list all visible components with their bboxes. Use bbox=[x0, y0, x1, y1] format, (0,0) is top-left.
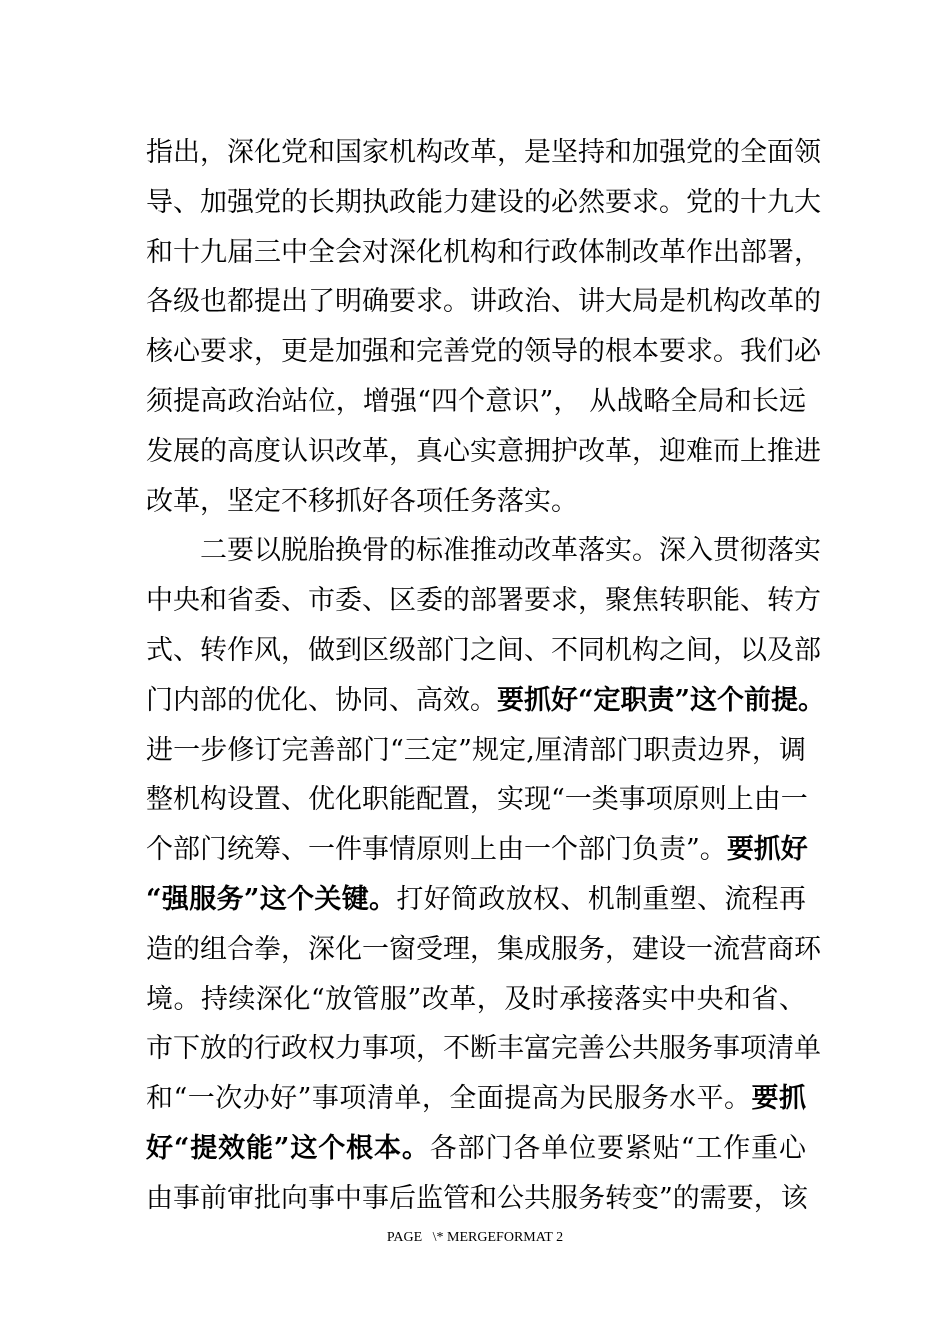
text-segment: 式、转作风，做到区级部门之间、不同机构之间，以及部 bbox=[146, 635, 821, 666]
text-line bbox=[146, 726, 806, 776]
text-segment: 和十九届三中全会对深化机构和行政体制改革作出部署， bbox=[146, 236, 821, 268]
text-segment: 和“一次办好”事项清单，全面提高为民服务水平。 bbox=[146, 1083, 752, 1115]
text-line bbox=[146, 1124, 806, 1174]
text-line bbox=[146, 1174, 806, 1224]
text-segment: 个部门统筹、一件事情原则上由一个部门负责”。 bbox=[146, 834, 727, 866]
text-line bbox=[146, 626, 821, 676]
text-line bbox=[146, 975, 806, 1025]
text-line bbox=[146, 128, 821, 178]
text-line bbox=[146, 327, 821, 377]
text-line bbox=[146, 576, 821, 626]
text-line bbox=[200, 526, 821, 576]
text-line bbox=[146, 676, 826, 726]
bold-text-segment: “强服务”这个关键。 bbox=[146, 884, 397, 915]
text-segment: 改革，坚定不移抓好各项任务落实。 bbox=[146, 485, 578, 517]
text-segment: 指出，深化党和国家机构改革，是坚持和加强党的全面领 bbox=[146, 137, 821, 168]
text-segment: 门内部的优化、协同、高效。 bbox=[146, 684, 497, 716]
text-line bbox=[146, 178, 821, 228]
bold-text-segment: 要抓好“定职责”这个前提。 bbox=[497, 684, 826, 716]
text-line bbox=[146, 775, 806, 825]
text-line bbox=[146, 1074, 806, 1124]
text-segment: 进一步修订完善部门“三定”规定,厘清部门职责边界，调 bbox=[146, 734, 806, 766]
bold-text-segment: 要抓 bbox=[751, 1083, 807, 1115]
text-line bbox=[146, 277, 821, 327]
text-segment: 各级也都提出了明确要求。讲政治、讲大局是机构改革的 bbox=[146, 286, 821, 318]
bold-text-segment: 好“提效能”这个根本。 bbox=[146, 1133, 430, 1164]
text-segment: 核心要求，更是加强和完善党的领导的根本要求。我们必 bbox=[146, 336, 821, 368]
text-line bbox=[146, 925, 821, 975]
text-segment: 境。持续深化“放管服”改革，及时承接落实中央和省、 bbox=[146, 983, 806, 1015]
text-segment: 市下放的行政权力事项，不断丰富完善公共服务事项清单 bbox=[146, 1033, 821, 1065]
text-segment: 由事前审批向事中事后监管和公共服务转变”的需要，该 bbox=[146, 1182, 808, 1214]
text-segment: 须提高政治站位，增强“四个意识”， 从战略全局和长远 bbox=[146, 386, 806, 417]
text-segment: 打好简政放权、机制重塑、流程再 bbox=[396, 884, 807, 915]
text-segment: 中央和省委、市委、区委的部署要求，聚焦转职能、转方 bbox=[146, 585, 821, 617]
text-segment: 发展的高度认识改革，真心实意拥护改革，迎难而上推进 bbox=[146, 435, 821, 467]
text-segment: 造的组合拳，深化一窗受理，集成服务，建设一流营商环 bbox=[146, 933, 821, 965]
text-line bbox=[146, 427, 821, 477]
page-footer: PAGE \* MERGEFORMAT 2 bbox=[386, 1230, 564, 1245]
text-line bbox=[146, 825, 806, 875]
text-segment: 导、加强党的长期执政能力建设的必然要求。党的十九大 bbox=[146, 186, 821, 218]
text-line bbox=[146, 875, 806, 925]
text-line bbox=[146, 228, 821, 278]
text-line bbox=[146, 1024, 821, 1074]
text-segment: 整机构设置、优化职能配置，实现“一类事项原则上由一 bbox=[146, 784, 808, 816]
text-segment: 各部门各单位要紧贴“工作重心 bbox=[429, 1133, 806, 1164]
text-segment: 二要以脱胎换骨的标准推动改革落实。深入贯彻落实 bbox=[200, 535, 821, 567]
text-line bbox=[146, 377, 806, 427]
bold-text-segment: 要抓好 bbox=[726, 834, 808, 866]
text-line bbox=[146, 477, 578, 527]
